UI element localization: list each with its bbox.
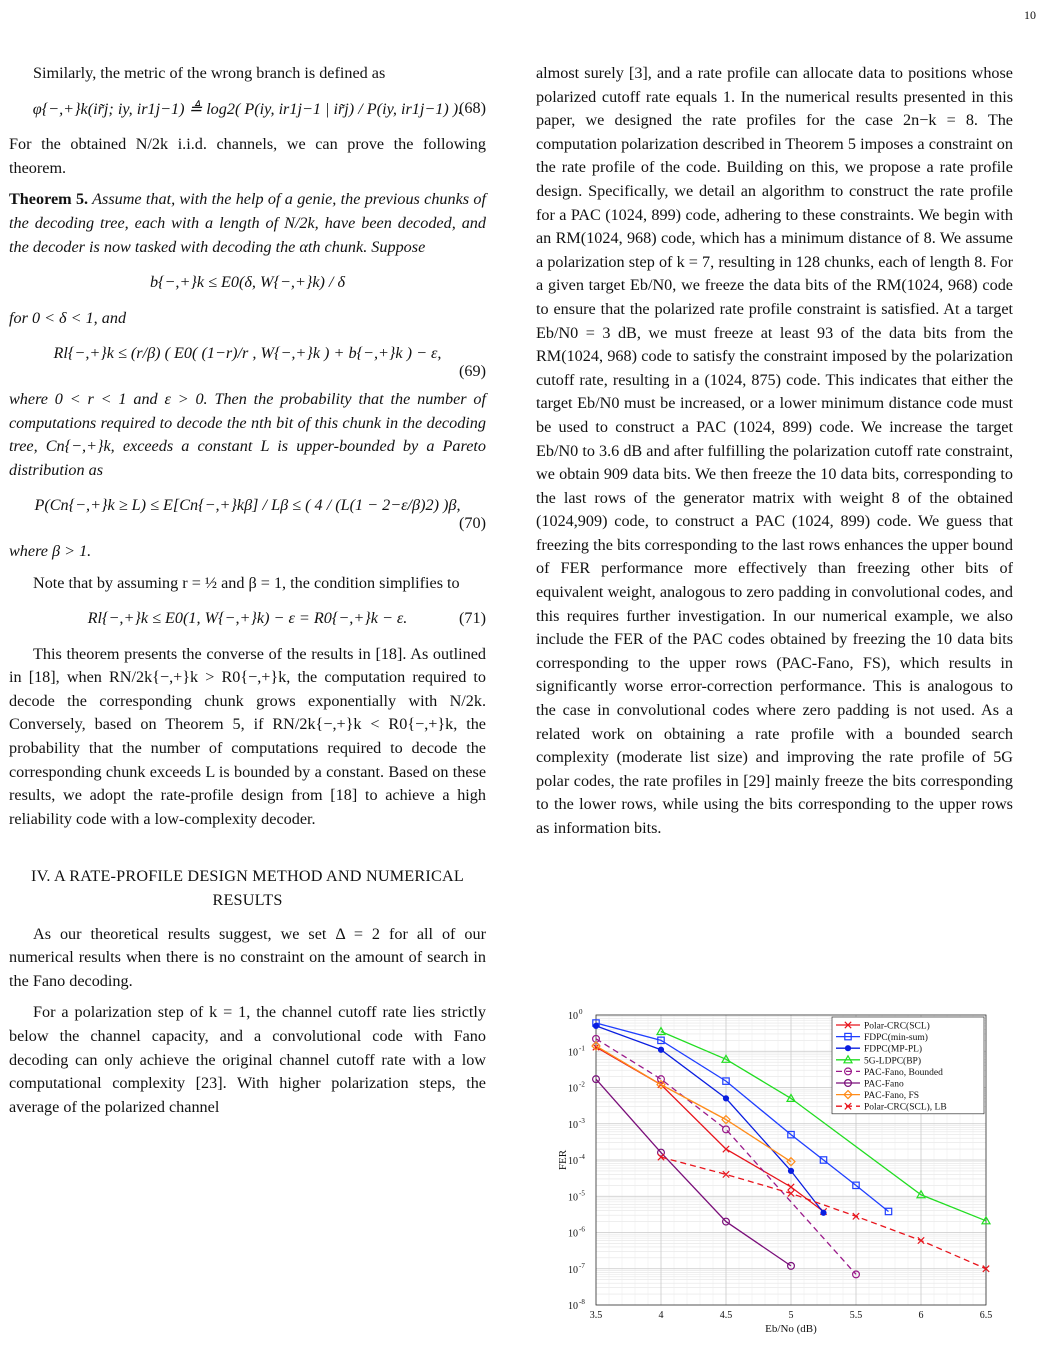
y-tick-exponent: -7 <box>579 1261 585 1270</box>
paragraph: where β > 1. <box>9 541 92 560</box>
y-tick-label: 10 <box>568 1264 578 1276</box>
y-tick-exponent: 0 <box>579 1008 583 1016</box>
y-tick-label: 10 <box>568 1083 578 1095</box>
y-tick-exponent: -5 <box>579 1189 585 1198</box>
series-point-2 <box>658 1047 663 1052</box>
fer-figure <box>556 1007 1006 1337</box>
y-tick-label: 10 <box>568 1156 578 1167</box>
x-tick-label: 6.5 <box>979 1310 993 1321</box>
equation-number: (71) <box>459 609 486 628</box>
fer-chart <box>556 1007 1006 1337</box>
legend-entry: PAC-Fano, FS <box>864 1091 920 1102</box>
series-point-2 <box>723 1096 728 1101</box>
legend-entry: FDPC(MP-PL) <box>864 1044 923 1055</box>
y-axis-label: FER <box>557 1149 569 1171</box>
equation-text: b{−,+}k ≤ E0(δ, W{−,+}k) / δ <box>149 273 346 292</box>
theorem-text: Assume that, with the help of a genie, the previous chunks of the decoding tree, each with a length of N/2k, have been decoded, and the decoder is now tasked with decoding the αth chunk. Suppose <box>9 190 487 256</box>
paragraph: Note that by assuming r = ½ and β = 1, the condition simplifies to <box>33 573 460 592</box>
x-tick-label: 5 <box>788 1310 794 1321</box>
x-tick-label: 3.5 <box>589 1310 603 1321</box>
paragraph: where 0 < r < 1 and ε > 0. Then the probability that the number of computations required to decode the nth bit of this chunk in the decoding tree, Cn{−,+}k, exceeds a constant L is upper-bounded by a Pareto distribution as <box>9 389 486 479</box>
legend-entry: PAC-Fano, Bounded <box>864 1067 943 1078</box>
y-tick-exponent: -2 <box>579 1080 585 1089</box>
theorem-5 <box>9 188 486 259</box>
y-tick-exponent: -1 <box>579 1044 585 1053</box>
theorem-label: Theorem 5. <box>9 190 89 209</box>
equation-text: Rl{−,+}k ≤ (r/β) ( E0( (1−r)/r , W{−,+}k ) + b{−,+}k ) − ε, <box>53 344 442 363</box>
paragraph: For a polarization step of k = 1, the channel cutoff rate lies strictly below the channel capacity, and a convolutional code with Fano decoding can only achieve the original channel cutoff rate with a low computational complexity [23]. With higher polarization steps, the average of the polarized channel <box>9 1003 486 1116</box>
equation-text: P(Cn{−,+}k ≥ L) ≤ E[Cn{−,+}kβ] / Lβ ≤ ( 4 / (L(1 − 2−ε/β)2) )β, <box>34 496 461 515</box>
x-tick-label: 6 <box>918 1310 924 1321</box>
x-tick-label: 5.5 <box>849 1310 863 1321</box>
equation-68 <box>9 98 486 122</box>
equation-number: (69) <box>459 362 486 381</box>
equation-69 <box>9 342 486 381</box>
x-axis-label: Eb/No (dB) <box>765 1323 817 1335</box>
y-tick-exponent: -8 <box>579 1298 585 1306</box>
y-tick-label: 10 <box>568 1301 578 1312</box>
left-column <box>9 62 486 1127</box>
legend-entry: Polar-CRC(SCL), LB <box>864 1102 947 1113</box>
paragraph: for 0 < δ < 1, and <box>9 308 127 327</box>
y-tick-label: 10 <box>568 1011 578 1022</box>
series-point-2 <box>593 1023 598 1028</box>
equation-number: (70) <box>459 514 486 533</box>
equation-text: Rl{−,+}k ≤ E0(1, W{−,+}k) − ε = R0{−,+}k − ε. <box>87 609 408 628</box>
page-number: 10 <box>1024 8 1036 22</box>
paragraph: For the obtained N/2k i.i.d. channels, we can prove the following theorem. <box>9 135 486 177</box>
y-tick-label: 10 <box>568 1228 578 1240</box>
legend-entry: Polar-CRC(SCL) <box>864 1021 930 1032</box>
x-tick-label: 4 <box>658 1310 664 1321</box>
right-column <box>536 62 1013 849</box>
y-tick-exponent: -3 <box>579 1116 585 1125</box>
equation-text: φ{−,+}k(ir̃j; iy, ir1j−1) ≜ log2( P(iy, ir1j−1 | ir̃j) / P(iy, ir1j−1) ). <box>32 99 463 118</box>
legend-entry: PAC-Fano <box>864 1079 904 1090</box>
paragraph: almost surely [3], and a rate profile can allocate data to positions whose polarized cutoff rate equals 1. In the numerical results presented in this paper, we designed the rate profiles for the case 2n−k = 8. The computation polarization described in Theorem 5 imposes a constraint on the rate profile of the code. Building on this, we propose a rate profile design. Specifically, we detail an algorithm to construct the rate profile for a PAC (1024, 899) code, adhering to these constraints. We begin with an RM(1024, 968) code, which has a minimum distance of 8. We assume a polarization step of k = 7, resulting in 128 chunks, each of length 8. For a given target Eb/N0, we freeze the data bits of the RM(1024, 968) code to ensure that the polarized rate profile constraint is satisfied. At a target Eb/N0 = 3 dB, we must freeze at least 93 of the data bits from the RM(1024, 968) code to satisfy the constraint imposed by the polarization cutoff rate, resulting in a (1024, 875) code. This indicates that either the target Eb/N0 must be increased, or a lower minimum distance code must be used to construct a PAC (1024, 899) code. We increase the target Eb/N0 to 3.6 dB and after fulfilling the polarization cutoff rate constraint, we obtain 909 data bits. We then freeze the 10 data bits, corresponding to the last rows of the generator matrix with weight 8 of the obtained (1024,909) code, to construct a PAC (1024, 899) code. We guess that freezing the bits corresponding to the last rows enhances the upper bound of FER performance more effectively than freezing other bits of equivalent weight, analogous to zero padding in convolutional codes, and this requires further investigation. In our numerical example, we also include the FER of the PAC codes obtained by freezing the 10 data bits corresponding to the upper rows (PAC-Fano, FS), which results in significantly worse error-correction performance. This is analogous to the case in convolutional codes where zero padding is not used. As a related work on obtaining a rate profile with a bounded search complexity (moderate list size) and improving the rate profile of 5G polar codes, the rate profiles in [29] mainly freeze the bits corresponding to the lower rows, while using the bits corresponding to the upper rows as information bits. <box>536 64 1013 837</box>
paragraph: This theorem presents the converse of the results in [18]. As outlined in [18], when RN/2k{−,+}k > R0{−,+}k, the computation required to decode the corresponding chunk grows exponentially with N/2k. Conversely, based on Theorem 5, if RN/2k{−,+}k < R0{−,+}k, the probability that the number of computations required to decode the corresponding chunk exceeds L is bounded by a constant. Based on these results, we adopt the rate-profile design from [18] to achieve a high reliability code with a low-complexity decoder. <box>9 644 486 828</box>
equation-b-bound <box>9 271 486 295</box>
y-tick-exponent: -6 <box>579 1225 585 1234</box>
legend-entry: FDPC(min-sum) <box>864 1033 928 1044</box>
series-point-2 <box>821 1210 826 1215</box>
equation-71 <box>9 607 486 631</box>
y-tick-label: 10 <box>568 1192 578 1204</box>
legend-marker <box>845 1046 850 1051</box>
x-tick-label: 4.5 <box>719 1310 733 1321</box>
y-tick-exponent: -4 <box>579 1153 585 1161</box>
series-point-2 <box>788 1168 793 1173</box>
legend-entry: 5G-LDPC(BP) <box>864 1056 922 1067</box>
paragraph: Similarly, the metric of the wrong branch is defined as <box>33 64 386 82</box>
paragraph: As our theoretical results suggest, we set Δ = 2 for all of our numerical results when there is no constraint on the amount of search in the Fano decoding. <box>9 924 486 990</box>
equation-number: (68) <box>459 99 486 118</box>
equation-70 <box>9 494 486 533</box>
y-tick-label: 10 <box>568 1047 578 1059</box>
y-tick-label: 10 <box>568 1119 578 1131</box>
section-heading: IV. A RATE-PROFILE DESIGN METHOD AND NUMERICAL RESULTS <box>31 867 464 910</box>
